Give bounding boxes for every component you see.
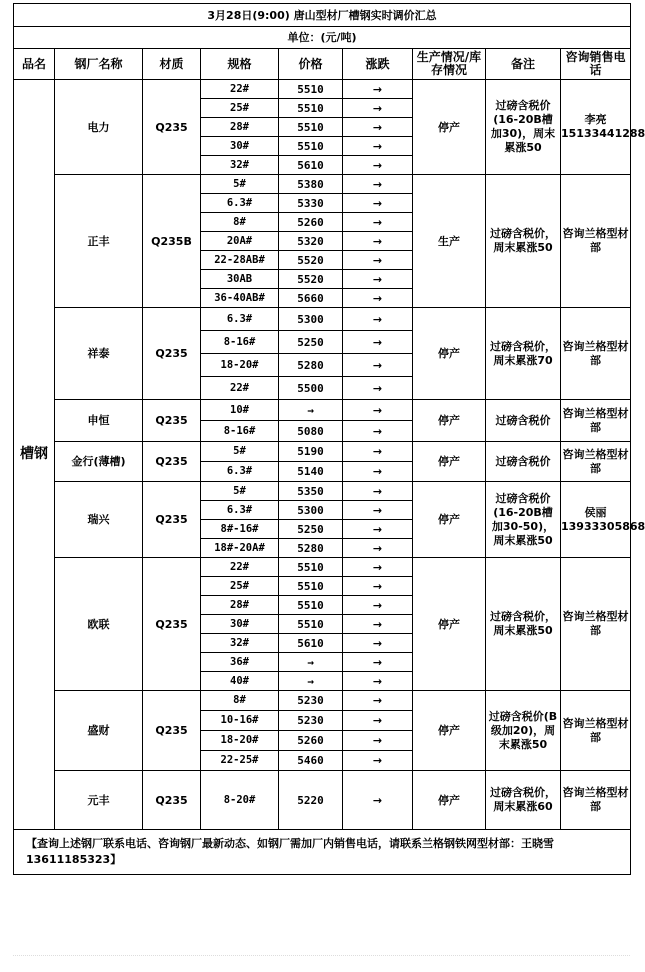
change-arrow: → bbox=[343, 558, 413, 577]
spec-cell: 36# bbox=[201, 653, 279, 672]
price-cell: 5280 bbox=[279, 354, 343, 377]
spec-cell: 5# bbox=[201, 482, 279, 501]
spec-cell: 8# bbox=[201, 213, 279, 232]
material-cell: Q235 bbox=[143, 400, 201, 442]
spec-cell: 36-40AB# bbox=[201, 289, 279, 308]
spec-cell: 6.3# bbox=[201, 194, 279, 213]
spec-cell: 18#-20A# bbox=[201, 539, 279, 558]
spec-cell: 22-28AB# bbox=[201, 251, 279, 270]
price-cell: 5460 bbox=[279, 751, 343, 771]
change-arrow: → bbox=[343, 596, 413, 615]
price-cell: 5520 bbox=[279, 251, 343, 270]
change-arrow: → bbox=[343, 331, 413, 354]
status-cell: 生产 bbox=[413, 175, 486, 308]
spec-cell: 5# bbox=[201, 175, 279, 194]
status-cell: 停产 bbox=[413, 558, 486, 691]
note-cell: 过磅含税价(B级加20)，周末累涨50 bbox=[486, 691, 561, 771]
contact-cell bbox=[561, 400, 631, 442]
spec-cell: 18-20# bbox=[201, 731, 279, 751]
spec-cell: 5# bbox=[201, 442, 279, 462]
price-cell: 5220 bbox=[279, 771, 343, 830]
contact-phone: 13933305868 bbox=[561, 519, 645, 533]
header-row bbox=[14, 49, 631, 80]
mill-name: 元丰 bbox=[55, 771, 143, 830]
spec-cell: 28# bbox=[201, 118, 279, 137]
contact-name: 李亮 bbox=[584, 113, 607, 126]
header-price: 价格 bbox=[279, 49, 343, 80]
change-arrow: → bbox=[343, 118, 413, 137]
contact-cell bbox=[561, 558, 631, 691]
price-cell: 5500 bbox=[279, 377, 343, 400]
contact-cell bbox=[561, 80, 645, 175]
change-arrow: → bbox=[343, 213, 413, 232]
sheet-title: 3月28日(9:00) 唐山型材厂槽钢实时调价汇总 bbox=[14, 4, 631, 27]
price-cell: 5520 bbox=[279, 270, 343, 289]
spec-cell: 10-16# bbox=[201, 711, 279, 731]
material-cell: Q235 bbox=[143, 771, 201, 830]
price-cell: 5230 bbox=[279, 691, 343, 711]
price-cell: 5510 bbox=[279, 80, 343, 99]
mill-name: 瑞兴 bbox=[55, 482, 143, 558]
change-arrow: → bbox=[343, 771, 413, 830]
contact-name: 咨询兰格型材部 bbox=[562, 447, 629, 475]
price-cell: 5260 bbox=[279, 213, 343, 232]
status-cell: 停产 bbox=[413, 442, 486, 482]
spec-cell: 22# bbox=[201, 558, 279, 577]
change-arrow: → bbox=[343, 691, 413, 711]
change-arrow: → bbox=[343, 80, 413, 99]
note-cell: 过磅含税价(16-20B槽加30-50)，周末累涨50 bbox=[486, 482, 561, 558]
material-cell: Q235 bbox=[143, 308, 201, 400]
price-sheet bbox=[13, 3, 645, 875]
contact-name: 咨询兰格型材部 bbox=[562, 610, 629, 637]
contact-name: 咨询兰格型材部 bbox=[562, 406, 629, 434]
change-arrow: → bbox=[343, 377, 413, 400]
change-arrow: → bbox=[343, 400, 413, 421]
table-row bbox=[14, 558, 631, 577]
mill-name: 祥泰 bbox=[55, 308, 143, 400]
spec-cell: 32# bbox=[201, 634, 279, 653]
change-arrow: → bbox=[343, 156, 413, 175]
price-cell: 5510 bbox=[279, 99, 343, 118]
spec-cell: 22# bbox=[201, 80, 279, 99]
table-row bbox=[14, 691, 631, 711]
price-cell: 5610 bbox=[279, 634, 343, 653]
mill-name: 盛财 bbox=[55, 691, 143, 771]
price-cell: 5510 bbox=[279, 118, 343, 137]
spec-cell: 8-20# bbox=[201, 771, 279, 830]
price-cell: 5320 bbox=[279, 232, 343, 251]
header-mill: 钢厂名称 bbox=[55, 49, 143, 80]
contact-cell bbox=[561, 308, 631, 400]
contact-name: 咨询兰格型材部 bbox=[562, 227, 629, 254]
change-arrow: → bbox=[343, 442, 413, 462]
price-cell: 5510 bbox=[279, 596, 343, 615]
table-row bbox=[14, 771, 631, 830]
change-arrow: → bbox=[343, 270, 413, 289]
price-cell: 5350 bbox=[279, 482, 343, 501]
note-cell: 过磅含税价，周末累涨70 bbox=[486, 308, 561, 400]
table-row bbox=[14, 442, 631, 462]
price-cell: 5510 bbox=[279, 137, 343, 156]
price-cell: 5280 bbox=[279, 539, 343, 558]
price-cell: → bbox=[279, 400, 343, 421]
change-arrow: → bbox=[343, 462, 413, 482]
header-change: 涨跌 bbox=[343, 49, 413, 80]
price-cell: 5510 bbox=[279, 558, 343, 577]
spec-cell: 8# bbox=[201, 691, 279, 711]
change-arrow: → bbox=[343, 653, 413, 672]
material-cell: Q235 bbox=[143, 691, 201, 771]
price-cell: 5510 bbox=[279, 615, 343, 634]
contact-cell bbox=[561, 442, 631, 482]
price-cell: 5300 bbox=[279, 501, 343, 520]
change-arrow: → bbox=[343, 421, 413, 442]
contact-phone: 15133441288 bbox=[561, 127, 645, 140]
note-cell: 过磅含税价，周末累涨60 bbox=[486, 771, 561, 830]
material-cell: Q235B bbox=[143, 175, 201, 308]
change-arrow: → bbox=[343, 308, 413, 331]
note-cell: 过磅含税价，周末累涨50 bbox=[486, 175, 561, 308]
spec-cell: 6.3# bbox=[201, 462, 279, 482]
spec-cell: 18-20# bbox=[201, 354, 279, 377]
footer-notice: 【查询上述钢厂联系电话、咨询钢厂最新动态、如钢厂需加厂内销售电话，请联系兰格钢铁网型材部：王晓雪13611185323】 bbox=[14, 830, 631, 875]
header-note: 备注 bbox=[486, 49, 561, 80]
spec-cell: 6.3# bbox=[201, 308, 279, 331]
price-cell: 5080 bbox=[279, 421, 343, 442]
spec-cell: 25# bbox=[201, 577, 279, 596]
price-cell: → bbox=[279, 653, 343, 672]
contact-name: 咨询兰格型材部 bbox=[562, 786, 629, 813]
contact-cell bbox=[561, 175, 631, 308]
contact-cell bbox=[561, 771, 631, 830]
price-cell: 5380 bbox=[279, 175, 343, 194]
spec-cell: 8-16# bbox=[201, 331, 279, 354]
change-arrow: → bbox=[343, 520, 413, 539]
status-cell: 停产 bbox=[413, 400, 486, 442]
spec-cell: 30AB bbox=[201, 270, 279, 289]
status-cell: 停产 bbox=[413, 308, 486, 400]
price-cell: → bbox=[279, 672, 343, 691]
price-cell: 5330 bbox=[279, 194, 343, 213]
spec-cell: 22-25# bbox=[201, 751, 279, 771]
spec-cell: 22# bbox=[201, 377, 279, 400]
change-arrow: → bbox=[343, 634, 413, 653]
table-row bbox=[14, 482, 631, 501]
price-cell: 5190 bbox=[279, 442, 343, 462]
header-contact: 咨询销售电话 bbox=[561, 49, 631, 80]
spec-cell: 8-16# bbox=[201, 421, 279, 442]
mill-name: 正丰 bbox=[55, 175, 143, 308]
note-cell: 过磅含税价 bbox=[486, 442, 561, 482]
change-arrow: → bbox=[343, 137, 413, 156]
empty-grid-edge bbox=[13, 955, 630, 972]
change-arrow: → bbox=[343, 672, 413, 691]
spec-cell: 10# bbox=[201, 400, 279, 421]
contact-name: 咨询兰格型材部 bbox=[562, 716, 629, 744]
change-arrow: → bbox=[343, 615, 413, 634]
mill-name: 电力 bbox=[55, 80, 143, 175]
table-row bbox=[14, 400, 631, 421]
spec-cell: 30# bbox=[201, 137, 279, 156]
spec-cell: 30# bbox=[201, 615, 279, 634]
header-status: 生产情况/库存情况 bbox=[413, 49, 486, 80]
status-cell: 停产 bbox=[413, 691, 486, 771]
spec-cell: 6.3# bbox=[201, 501, 279, 520]
change-arrow: → bbox=[343, 751, 413, 771]
price-cell: 5300 bbox=[279, 308, 343, 331]
price-table bbox=[13, 3, 645, 875]
price-cell: 5510 bbox=[279, 577, 343, 596]
change-arrow: → bbox=[343, 539, 413, 558]
unit-label: 单位：(元/吨) bbox=[14, 27, 631, 49]
material-cell: Q235 bbox=[143, 482, 201, 558]
mill-name: 欧联 bbox=[55, 558, 143, 691]
table-row bbox=[14, 80, 631, 99]
spec-cell: 20A# bbox=[201, 232, 279, 251]
change-arrow: → bbox=[343, 482, 413, 501]
contact-cell bbox=[561, 482, 645, 558]
spec-cell: 25# bbox=[201, 99, 279, 118]
price-cell: 5250 bbox=[279, 520, 343, 539]
table-row bbox=[14, 175, 631, 194]
header-category: 品名 bbox=[14, 49, 55, 80]
status-cell: 停产 bbox=[413, 771, 486, 830]
price-cell: 5230 bbox=[279, 711, 343, 731]
contact-name: 咨询兰格型材部 bbox=[562, 339, 629, 367]
spec-cell: 28# bbox=[201, 596, 279, 615]
note-cell: 过磅含税价 bbox=[486, 400, 561, 442]
change-arrow: → bbox=[343, 99, 413, 118]
change-arrow: → bbox=[343, 232, 413, 251]
spec-cell: 40# bbox=[201, 672, 279, 691]
contact-cell bbox=[561, 691, 631, 771]
category-cell: 槽钢 bbox=[14, 80, 55, 830]
price-cell: 5660 bbox=[279, 289, 343, 308]
material-cell: Q235 bbox=[143, 442, 201, 482]
change-arrow: → bbox=[343, 251, 413, 270]
change-arrow: → bbox=[343, 711, 413, 731]
spec-cell: 32# bbox=[201, 156, 279, 175]
change-arrow: → bbox=[343, 501, 413, 520]
header-material: 材质 bbox=[143, 49, 201, 80]
header-spec: 规格 bbox=[201, 49, 279, 80]
material-cell: Q235 bbox=[143, 558, 201, 691]
status-cell: 停产 bbox=[413, 80, 486, 175]
change-arrow: → bbox=[343, 354, 413, 377]
price-cell: 5250 bbox=[279, 331, 343, 354]
price-cell: 5260 bbox=[279, 731, 343, 751]
material-cell: Q235 bbox=[143, 80, 201, 175]
change-arrow: → bbox=[343, 577, 413, 596]
mill-name: 金行(薄槽) bbox=[55, 442, 143, 482]
note-cell: 过磅含税价，周末累涨50 bbox=[486, 558, 561, 691]
price-cell: 5140 bbox=[279, 462, 343, 482]
price-cell: 5610 bbox=[279, 156, 343, 175]
change-arrow: → bbox=[343, 194, 413, 213]
note-cell: 过磅含税价(16-20B槽加30)，周末累涨50 bbox=[486, 80, 561, 175]
change-arrow: → bbox=[343, 175, 413, 194]
table-row bbox=[14, 308, 631, 331]
spec-cell: 8#-16# bbox=[201, 520, 279, 539]
contact-name: 侯丽 bbox=[584, 505, 607, 519]
mill-name: 申恒 bbox=[55, 400, 143, 442]
status-cell: 停产 bbox=[413, 482, 486, 558]
change-arrow: → bbox=[343, 731, 413, 751]
change-arrow: → bbox=[343, 289, 413, 308]
